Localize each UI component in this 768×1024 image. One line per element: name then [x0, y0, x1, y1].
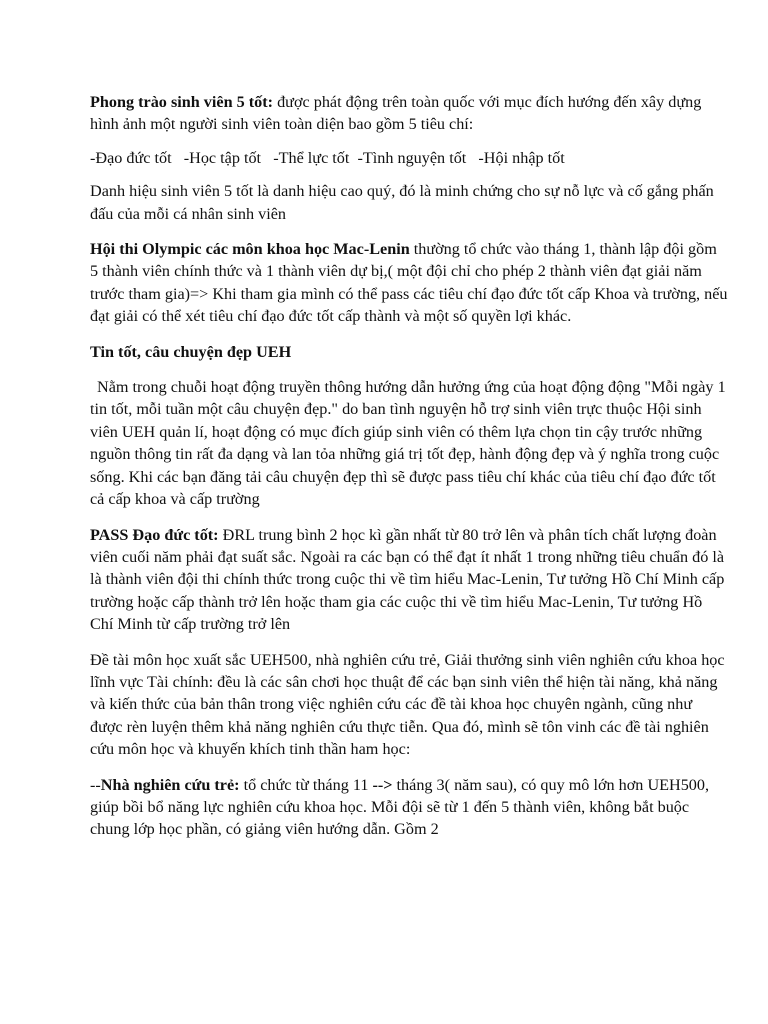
- paragraph-de-tai: [90, 649, 728, 761]
- paragraph-text: thường tổ chức vào tháng 1, thành lập đội gồm 5 thành viên chính thức và 1 thành viên dự bị,( một đội chỉ cho phép 2 thành viên đạt giải năm trước tham gia)=> Khi tham gia mình có thể pass các tiêu chí đạo đức tốt cấp Khoa và trường, nếu đạt giải có thể xét tiêu chí đạo đức tốt cấp thành và một số quyền lợi khác.: [90, 240, 728, 326]
- paragraph-olympic: [90, 238, 728, 328]
- heading-phong-trao: Phong trào sinh viên 5 tốt:: [90, 93, 274, 111]
- paragraph-text: ĐRL trung bình 2 học kì gần nhất từ 80 trở lên và phân tích chất lượng đoàn viên cuối năm phải đạt suất sắc. Ngoài ra các bạn có thể đạt ít nhất 1 trong những tiêu chuẩn đó là là thành viên đội thi chính thức trong cuộc thi về tìm hiểu Mac-Lenin, Tư tưởng Hồ Chí Minh cấp trường hoặc cấp thành trở lên hoặc tham gia các cuộc thi về tìm hiểu Mac-Lenin, Tư tưởng Hồ Chí Minh từ cấp trường trở lên: [90, 525, 725, 634]
- section-title-tin-tot: [90, 341, 728, 363]
- paragraph-text: Danh hiệu sinh viên 5 tốt là danh hiệu cao quý, đó là minh chứng cho sự nỗ lực và cố gắng phấn đấu của mỗi cá nhân sinh viên: [90, 182, 714, 223]
- heading-nha-nghien-cuu: Nhà nghiên cứu trẻ:: [100, 775, 240, 794]
- heading-olympic: Hội thi Olympic các môn khoa học Mac-Lenin: [90, 240, 410, 259]
- paragraph-nha-nghien-cuu: [90, 774, 728, 841]
- arrow-text: -->: [372, 775, 393, 794]
- paragraph-text: tổ chức từ tháng 11: [239, 775, 373, 794]
- criteria-list: [90, 147, 728, 169]
- paragraph-text: Nằm trong chuỗi hoạt động truyền thông hướng dẫn hưởng ứng của hoạt động động "Mỗi ngày 1 tin tốt, mỗi tuần một câu chuyện đẹp." do ban tình nguyện hỗ trợ sinh viên trực thuộc Hội sinh viên UEH quản lí, hoạt động có mục đích giúp sinh viên có thêm lựa chọn tin cậy trước những nguồn thông tin rất đa dạng và lan tỏa những giá trị tốt đẹp, hành động đẹp và ý nghĩa trong cuộc sống. Khi các bạn đăng tải câu chuyện đẹp thì sẽ được pass tiêu chí khác của tiêu chí đạo đức tốt cả cấp khoa và cấp trường: [90, 378, 726, 509]
- paragraph-phong-trao: [90, 91, 728, 136]
- paragraph-pass-dao-duc: [90, 524, 728, 636]
- paragraph-text: tháng 3( năm sau), có quy mô lớn hơn UEH500, giúp bồi bổ năng lực nghiên cứu khoa học. Mỗi đội sẽ từ 1 đến 5 thành viên, không bắt buộc chung lớp học phần, có giảng viên hướng dẫn. Gồm 2: [90, 775, 710, 839]
- criteria-text: -Đạo đức tốt -Học tập tốt -Thể lực tốt -Tình nguyện tốt -Hội nhập tốt: [90, 148, 565, 167]
- paragraph-text: được phát động trên toàn quốc với mục đích hướng đến xây dựng hình ảnh một người sinh viên toàn diện bao gồm 5 tiêu chí:: [90, 93, 702, 134]
- paragraph-tin-tot: [90, 376, 728, 510]
- paragraph-text: Đề tài môn học xuất sắc UEH500, nhà nghiên cứu trẻ, Giải thưởng sinh viên nghiên cứu khoa học lĩnh vực Tài chính: đều là các sân chơi học thuật để các bạn sinh viên thể hiện tài năng, khả năng và kiến thức của bản thân trong việc nghiên cứu các đề tài khoa học chuyên ngành, cũng như được rèn luyện thêm khả năng nghiên cứu thực tiễn. Qua đó, mình sẽ tôn vinh các đề tài nghiên cứu môn học và khuyến khích tinh thần ham học:: [90, 650, 725, 759]
- heading-tin-tot: Tin tốt, câu chuyện đẹp UEH: [90, 342, 292, 361]
- paragraph-danh-hieu: [90, 180, 728, 225]
- paragraph-prefix: --: [90, 775, 101, 794]
- heading-pass-dao-duc: PASS Đạo đức tốt:: [90, 525, 219, 544]
